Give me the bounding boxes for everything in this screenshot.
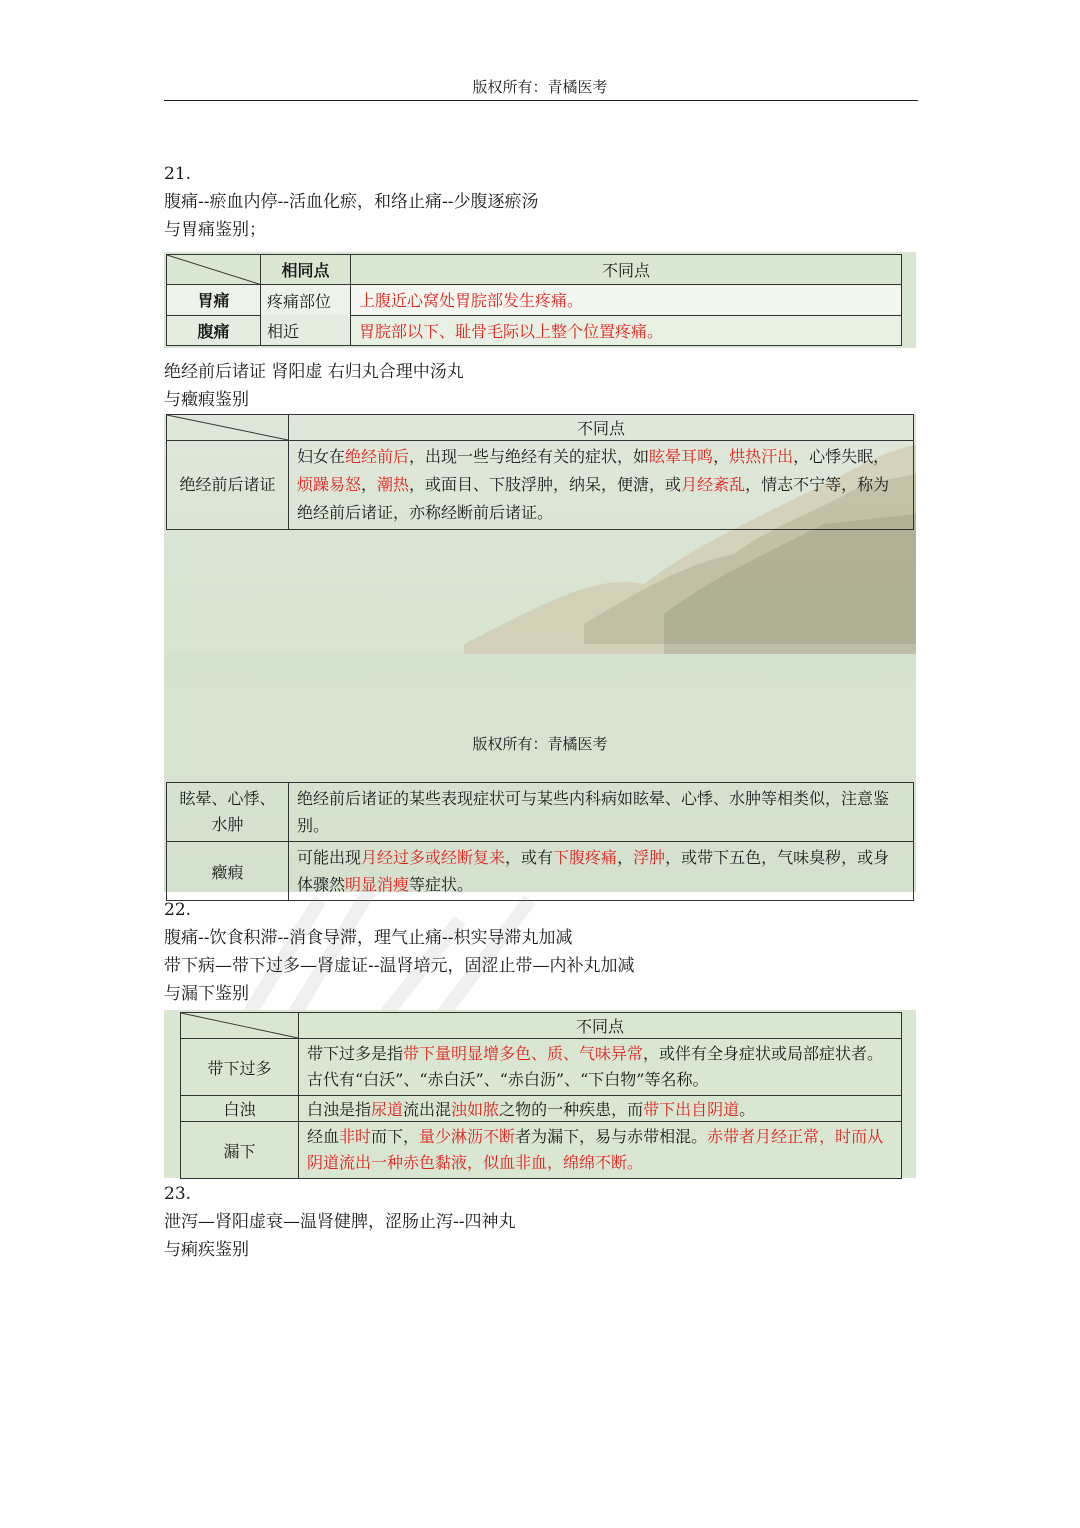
s22-line1: 腹痛--饮食积滞--消食导滞，理气止痛--枳实导滞丸加减 bbox=[164, 928, 573, 948]
s21-line3: 绝经前后诸证 肾阳虚 右归丸合理中汤丸 bbox=[164, 362, 464, 382]
s21-line1: 腹痛--瘀血内停--活血化瘀，和络止痛--少腹逐瘀汤 bbox=[164, 192, 539, 212]
table1-diff-stomach: 上腹近心窝处胃脘部发生疼痛。 bbox=[351, 285, 902, 315]
table2-header-diff: 不同点 bbox=[289, 415, 914, 441]
table1-row-label-abdomen: 腹痛 bbox=[167, 315, 261, 345]
section-number-22: 22. bbox=[164, 900, 192, 920]
table1-header-same: 相同点 bbox=[261, 255, 351, 285]
table1-row-label-stomach: 胃痛 bbox=[167, 285, 261, 315]
table1-diff-abdomen: 胃脘部以下、耻骨毛际以上整个位置疼痛。 bbox=[351, 315, 902, 345]
table3-cell-white-turbidity: 白浊是指尿道流出混浊如脓之物的一种疾患，而带下出自阴道。 bbox=[299, 1096, 902, 1122]
s21-line2: 与胃痛鉴别； bbox=[164, 220, 266, 240]
mid-page-watermark: 版权所有：青橘医考 bbox=[472, 735, 608, 753]
table3-row-label-leukorrhea: 带下过多 bbox=[181, 1039, 299, 1096]
page-header: 版权所有：青橘医考 bbox=[472, 78, 608, 96]
table1-header-diff: 不同点 bbox=[351, 255, 902, 285]
header-rule bbox=[164, 100, 918, 101]
table3-row-label-spotting: 漏下 bbox=[181, 1122, 299, 1179]
table1-same-2: 相近 bbox=[261, 315, 351, 345]
table-leukorrhea-vs-spotting bbox=[164, 1010, 916, 1178]
section-number-23: 23. bbox=[164, 1184, 192, 1204]
table2-row-label-menopause: 绝经前后诸证 bbox=[167, 441, 289, 530]
table2-cell-menopause: 妇女在绝经前后，出现一些与绝经有关的症状，如眩晕耳鸣，烘热汗出，心悸失眠，烦躁易怒，潮热，或面目、下肢浮肿，纳呆，便溏，或月经紊乱，情志不宁等，称为绝经前后诸证，亦称经断前后诸证。 bbox=[289, 441, 914, 530]
table3-corner bbox=[181, 1013, 299, 1039]
table3-header-diff: 不同点 bbox=[299, 1013, 902, 1039]
table-stomach-vs-abdominal-pain bbox=[164, 252, 916, 348]
s22-line3: 与漏下鉴别 bbox=[164, 984, 249, 1004]
table2-row-label-masses: 癥瘕 bbox=[167, 842, 289, 901]
table1-same-1: 疼痛部位 bbox=[261, 285, 351, 315]
table1-corner bbox=[167, 255, 261, 285]
table3-cell-spotting: 经血非时而下，量少淋沥不断者为漏下，易与赤带相混。赤带者月经正常，时而从阴道流出一种赤色黏液，似血非血，绵绵不断。 bbox=[299, 1122, 902, 1179]
section-number-21: 21. bbox=[164, 164, 192, 184]
table3-cell-leukorrhea: 带下过多是指带下量明显增多色、质、气味异常，或伴有全身症状或局部症状者。古代有“白沃”、“赤白沃”、“赤白沥”、“下白物”等名称。 bbox=[299, 1039, 902, 1096]
table-menopause-vs-masses-top bbox=[166, 414, 914, 524]
table2-cell-masses: 可能出现月经过多或经断复来，或有下腹疼痛，浮肿，或带下五色，气味臭秽，或身体骤然明显消瘦等症状。 bbox=[289, 842, 914, 901]
table2-corner bbox=[167, 415, 289, 441]
table2-cell-dizziness: 绝经前后诸证的某些表现症状可与某些内科病如眩晕、心悸、水肿等相类似，注意鉴别。 bbox=[289, 783, 914, 842]
table3-row-label-white-turbidity: 白浊 bbox=[181, 1096, 299, 1122]
table2-row-label-dizziness: 眩晕、心悸、水肿 bbox=[167, 783, 289, 842]
s23-line2: 与痢疾鉴别 bbox=[164, 1240, 249, 1260]
s22-line2: 带下病—带下过多—肾虚证--温肾培元，固涩止带—内补丸加减 bbox=[164, 956, 635, 976]
s21-line4: 与癥瘕鉴别 bbox=[164, 390, 249, 410]
s23-line1: 泄泻—肾阳虚衰—温肾健脾，涩肠止泻--四神丸 bbox=[164, 1212, 516, 1232]
